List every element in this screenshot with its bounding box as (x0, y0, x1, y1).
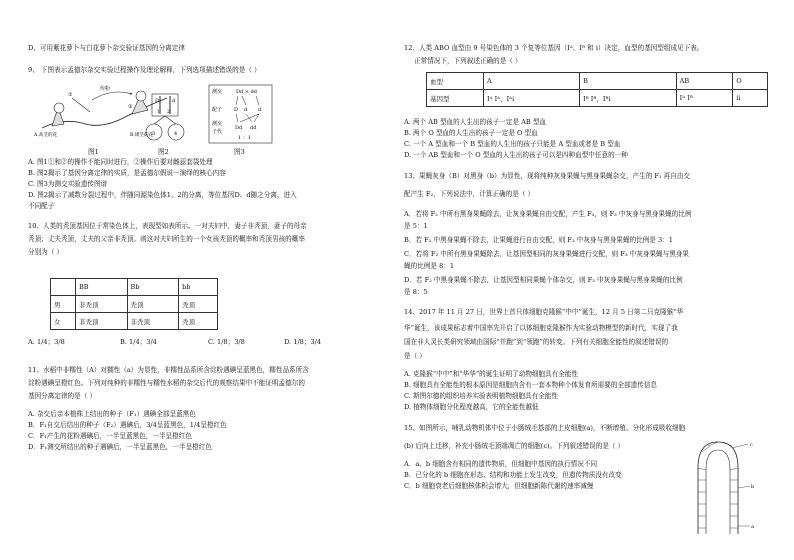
q9-option-d: D. 图2揭示了减数分裂过程中，伴随同源染色体1、2的分离，等位基因D、d随之分离，进入 (28, 191, 297, 199)
q9-option-a: A. 图1①和②的操作不能同时进行，②操作后要对雌蕊套袋处理 (28, 158, 213, 166)
q9-option-d-cont: 不同配子 (28, 202, 55, 210)
table-cell: O (733, 73, 768, 90)
q14-option-a: A. 克隆猴“中中”和“华华”的诞生证明了动物细胞具有全能性 (404, 370, 579, 378)
q10-option-c: C. 1/8；3/8 (208, 338, 245, 346)
fig1-caption: 图1 (88, 148, 99, 156)
table-cell: A (484, 73, 580, 90)
table-cell: 基因型 (427, 90, 484, 107)
q10-option-b: B. 1/4；3/4 (120, 338, 157, 346)
q10-option-d: D. 1/8；3/4 (284, 338, 322, 346)
q13-option-b: B．若 F₂ 中黑身果蝇不除去，让果蝇进行自由交配，则 F₃ 中灰身与黑身果蝇的比例是 3：1 (404, 236, 673, 244)
table-cell: 秃顶 (179, 296, 218, 313)
q13-stem-1: 13、果蝇灰身（B）对黑身（b）为显性，现将纯种灰身果蝇与黑身果蝇杂交，产生的 F₁ 再自由交 (404, 172, 691, 180)
q14-stem-1: 14、2017 年 11 月 27 日，世界上首只体细胞克隆猴“中中”诞生，12 月 5 日第二只克隆猴“华 (404, 308, 684, 316)
villus-label-b: b (751, 484, 755, 490)
fig3-gamete-D: D (234, 107, 239, 113)
fig3-gamete-d2: d (258, 107, 262, 113)
q12-table (426, 72, 768, 107)
left-column (28, 0, 408, 560)
villus-label-a: a (751, 524, 754, 530)
q14-stem-3: 国在非人灵长类研究领域由国际“并跑”到“领跑”的转变。下列有关细胞全能性的叙述错误的 (404, 338, 669, 346)
fig2-allele-d: d (172, 98, 176, 104)
q15-stem-2: (b) 后向上迁移，补充小肠绒毛顶端凋亡的细胞(c)。下列叙述错误的是（ ） (404, 442, 625, 450)
q9-figure-3 (208, 84, 274, 146)
table-row (427, 73, 768, 90)
fig2-caption: 图2 (158, 148, 169, 156)
table-row (51, 296, 218, 313)
fig1-label-1: ① (68, 92, 73, 98)
q13-option-a-cont: 是 5：1 (404, 222, 428, 230)
q10-stem-1: 10、人类的秃顶基因位于常染色体上，表现型如表所示。一对夫妇中，妻子非秃顶，妻子的母亲 (28, 222, 307, 230)
fig2-cell-3: 3 (152, 131, 156, 137)
fig2-allele-D: D (155, 98, 160, 104)
table-cell: BB (76, 279, 128, 296)
q8-option-d: D、可用紫花萝卜与白花萝卜杂交验证基因的分离定律 (28, 44, 185, 52)
table-cell: B (580, 73, 677, 90)
fig3-gamete-d1: d (244, 107, 248, 113)
villus-label-c: c (750, 442, 753, 448)
fig3-offspring: 子代 (212, 129, 223, 135)
q10-stem-3: 分别为（ ） (28, 248, 64, 256)
fig3-testcross-2: 测交 (212, 121, 223, 127)
q12-stem-2: 正常情况下，下列叙述正确的是（ ） (414, 57, 522, 65)
q11-stem-1: 11、水稻中非糯性（A）对糯性（a）为显性，非糯性品系所含淀粉遇碘呈蓝黑色，糯性品系所含 (28, 366, 309, 374)
q11-stem-3: 基因分离定律的是（ ） (28, 392, 97, 400)
q14-option-d: D. 植物体细胞分化程度越高，它的全能性越低 (404, 403, 539, 411)
table-cell: Iᴮ Iᴮ，Iᴮi (580, 90, 677, 107)
fig1-label-tall: A.高茎的花 (34, 133, 58, 138)
q9-option-b: B. 图2揭示了基因分离定律的实质，是孟德尔假说一演绎的核心内容 (28, 169, 226, 177)
q12-option-d: D. 一个 AB 型血和一个 O 型血的人生出的孩子可以是四种血型中任意的一种 (404, 151, 628, 159)
q9-option-c: C. 图3为测交实验遗传图谱 (28, 180, 108, 188)
fig2-chrom-2: 2 (167, 110, 170, 115)
q15-option-a: A．a、b 细胞含有相同的遗传物质，但细胞中基因的执行情况不同 (404, 460, 598, 468)
q11-option-b: B．F₁自交后结出的种子（F₂）遇碘后，3/4呈蓝黑色，1/4呈橙红色 (28, 421, 227, 429)
q10-option-a: A. 1/4；3/8 (28, 338, 65, 346)
fig3-ratio: 1 ：1 (238, 135, 251, 141)
q11-option-c: C．F₁产生的花粉遇碘后，一半呈蓝黑色，一半呈橙红色 (28, 432, 192, 440)
table-cell: 非秃顶 (76, 313, 128, 330)
q9-figure-2 (144, 90, 204, 148)
q14-option-b: B. 细胞具有全能性的根本原因是细胞内含有一套本物种个体发育所需要的全部遗传信息 (404, 381, 658, 389)
q12-stem-1: 12、人类 ABO 血型由 9 号染色体的 3 个复等位基因（Iᴬ、Iᴮ 和 i）决定，血型的基因型组成见下表。 (404, 44, 704, 52)
q11-option-d: D．F₁测交所结出的种子遇碘后，一半呈蓝黑色，一半呈橙红色 (28, 443, 212, 451)
q15-villus-figure (688, 438, 758, 538)
table-cell: AB (676, 73, 733, 90)
table-cell: 秃顶 (127, 296, 179, 313)
fig3-parents: Dd × dd (236, 89, 257, 95)
q13-option-d: D．若 F₂ 中黑身果蝇不除去，让基因型相同果蝇个体杂交，则 F₃ 中灰身果蝇与黑身果蝇的比例 (404, 276, 683, 284)
fig2-cell-4: 4 (174, 131, 178, 137)
q14-stem-4: 是（ ） (404, 352, 426, 360)
table-row (51, 279, 218, 296)
q14-option-c: C. 斯图尔德的组织培养实验表明植物细胞具有全能性 (404, 392, 559, 400)
q13-stem-2: 配产生 F₂，下列说法中，计算正确的是（ ） (404, 190, 535, 198)
q10-stem-2: 秃顶；丈夫秃顶，丈夫的父亲非秃顶。则这对夫妇所生的一个女孩秃顶的概率和秃顶男孩的概率 (28, 235, 305, 243)
table-cell: 秃顶 (179, 313, 218, 330)
q13-option-c-cont: 蝇的比例是 8：1 (404, 262, 455, 270)
table-cell: 非秃顶 (127, 313, 179, 330)
fig3-testcross: 测交 (212, 89, 223, 95)
table-cell: ii (733, 90, 768, 107)
q12-option-c: C. 一个 A 型血和一个 B 型血的人生出的孩子只能是 A 型血或者是 B 型血 (404, 140, 621, 148)
q15-stem-1: 15、如图所示，哺乳动物机体中位于小肠绒毛基部的上皮细胞(a)，不断增殖、分化形成吸收细胞 (404, 424, 686, 432)
q14-stem-2: 华”诞生，该成果标志着中国率先开启了以体细胞克隆猴作为实验动物模型的新时代，实现了我 (404, 324, 678, 332)
fig3-gametes: 配子 (212, 107, 223, 113)
table-cell: Bb (127, 279, 179, 296)
right-column (404, 0, 776, 560)
q10-table (50, 278, 218, 330)
q13-option-a: A．若将 F₂ 中所有黑身果蝇除去，让灰身果蝇自由交配，产生 F₃，则 F₃ 中灰身与黑身果蝇的比例 (404, 210, 692, 218)
q9-stem: 9、 下图表示孟德尔杂交实验过程操作及理论解释，下列选项描述错误的是（ ） (28, 66, 261, 74)
table-row (427, 90, 768, 107)
q12-option-b: B. 两个 O 型血的人生出的孩子一定是 O 型血 (404, 129, 538, 137)
fig2-chrom-1: 1 (157, 110, 160, 115)
table-cell (51, 279, 76, 296)
q15-option-b: B．已分化的 b 细胞在形态、结构和功能上发生改变，但遗传物质没有改变 (404, 471, 622, 479)
fig3-offspring-dd: dd (250, 125, 257, 131)
table-cell: 非秃顶 (76, 296, 128, 313)
q13-option-c: C．若将 F₂ 中所有黑身果蝇除去，让基因型相同的灰身果蝇进行交配，则 F₃ 中灰身果蝇与黑身果 (404, 250, 690, 258)
table-cell: 女 (51, 313, 76, 330)
fig1-label-short: B.矮茎的花 (130, 133, 154, 138)
q12-option-a: A. 两个 AB 型血的人生出的孩子一定是 AB 型血 (404, 118, 547, 126)
q15-option-c: C．b 细胞衰老后细胞核体积会增大，但细胞新陈代谢的速率减慢 (404, 482, 594, 490)
table-cell: Iᴬ Iᴮ (676, 90, 733, 107)
table-cell: 男 (51, 296, 76, 313)
q11-option-a: A. 杂交后亲本植株上结出的种子（F₁）遇碘全部呈蓝黑色 (28, 410, 196, 418)
table-row (51, 313, 218, 330)
fig1-label-pollinate: 传粉 (100, 86, 111, 92)
table-cell: 血型 (427, 73, 484, 90)
q13-option-d-cont: 是 8：5 (404, 288, 428, 296)
fig1-label-2: ② (128, 104, 133, 110)
fig3-caption: 图3 (234, 148, 245, 156)
fig3-offspring-Dd: Dd (235, 125, 243, 131)
q11-stem-2: 淀粉遇碘呈橙红色。下列对纯种的非糯性与糯性水稻的杂交后代的观察结果中不能证明孟德尔的 (28, 379, 305, 387)
table-cell: Iᴬ Iᴬ，Iᴬi (484, 90, 580, 107)
table-cell: bb (179, 279, 218, 296)
